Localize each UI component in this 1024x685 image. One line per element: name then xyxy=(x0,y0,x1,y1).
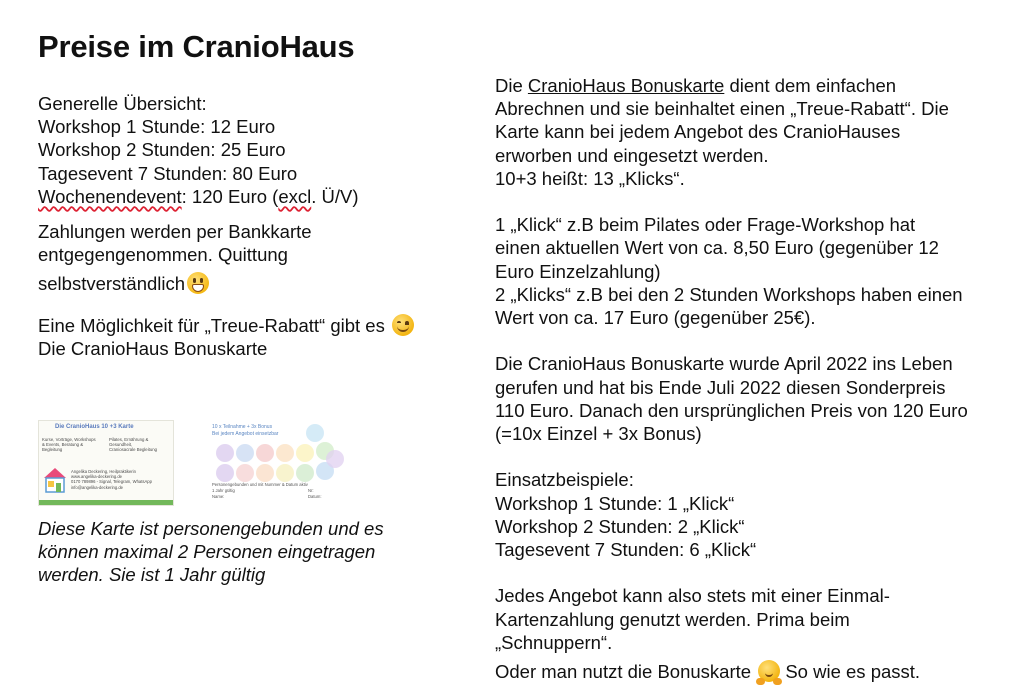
closing-text: So wie es passt. xyxy=(780,661,921,683)
examples-heading: Einsatzbeispiele: xyxy=(495,469,634,491)
example-3: Tagesevent 7 Stunden: 6 „Klick“ xyxy=(495,539,757,561)
spacer xyxy=(495,561,1023,584)
bonuskarte-front-image xyxy=(38,420,174,506)
spacer xyxy=(38,296,458,314)
card-back-footer-2: 1 Jahr gültig xyxy=(212,488,235,493)
rabatt-line-1 xyxy=(38,314,458,337)
closing-text: Oder man nutzt die Bonuskarte xyxy=(495,661,752,683)
stamp-dot xyxy=(236,444,254,462)
payment-line-1: Zahlungen werden per Bankkarte xyxy=(38,221,312,243)
spacer xyxy=(38,208,458,220)
stamp-dot xyxy=(306,424,324,442)
note-line-2: können maximal 2 Personen eingetragen xyxy=(38,541,376,563)
closing-line-2: Kartenzahlung genutzt werden. Prima beim xyxy=(495,608,850,630)
spacer xyxy=(495,445,1023,468)
stamp-dot xyxy=(276,464,294,482)
card-text: Begleitung xyxy=(42,447,63,453)
intro-text: Die xyxy=(495,75,528,96)
history-line-1: Die CranioHaus Bonuskarte wurde April 2022 ins Leben xyxy=(495,353,953,375)
card-services-1 xyxy=(42,437,96,453)
spacer xyxy=(495,190,1023,213)
card-text: www.angelika-deckering.de xyxy=(71,474,122,480)
stamp-dot xyxy=(296,444,314,462)
history-line-2: gerufen und hat bis Ende Juli 2022 diesen Sonderpreis xyxy=(495,376,946,398)
stamp-dot xyxy=(326,450,344,468)
stamp-dot xyxy=(216,444,234,462)
price-text: . Ü/V) xyxy=(311,185,359,207)
spellcheck-word: excl xyxy=(278,185,312,207)
card-text: Angelika Deckering, Heilpraktikerin xyxy=(71,469,136,474)
payment-text: selbstverständlich xyxy=(38,273,186,295)
intro-line-3: Karte kann bei jedem Angebot des CranioHauses xyxy=(495,121,901,143)
card-note xyxy=(38,517,458,587)
closing-line-1: Jedes Angebot kann also stets mit einer Einmal- xyxy=(495,585,890,607)
bonuskarte-link[interactable]: CranioHaus Bonuskarte xyxy=(527,75,725,96)
spellcheck-word: Wochenendevent xyxy=(38,185,182,207)
example-1: Workshop 1 Stunde: 1 „Klick“ xyxy=(495,492,735,514)
hugging-face-icon xyxy=(758,660,780,682)
card-text: Craniosacrale Begleitung xyxy=(109,447,158,453)
note-line-3: werden. Sie ist 1 Jahr gültig xyxy=(38,564,266,586)
klick-line-3: Euro Einzelzahlung) xyxy=(495,260,661,282)
stamp-dot xyxy=(256,444,274,462)
grinning-face-icon xyxy=(187,272,209,294)
example-2: Workshop 2 Stunden: 2 „Klick“ xyxy=(495,515,745,537)
card-text: info@angelika-deckering.de xyxy=(71,484,123,490)
card-back-footer-4: Nr: xyxy=(308,488,314,493)
price-wochenendevent xyxy=(38,185,458,208)
page-title: Preise im CranioHaus xyxy=(38,29,355,64)
price-tagesevent: Tagesevent 7 Stunden: 80 Euro xyxy=(38,162,298,184)
stamp-dot xyxy=(256,464,274,482)
card-text: 0170 789896 - Signal, Telegram, WhatsApp xyxy=(71,479,152,485)
intro-text: dient dem einfachen xyxy=(724,75,897,96)
card-title: Die CranioHaus 10 +3 Karte xyxy=(55,424,134,430)
intro-line-2: Abrechnen und sie beinhaltet einen „Treue-Rabatt“. Die xyxy=(495,98,949,120)
card-text: & Events, Beratung & xyxy=(42,442,84,448)
stamp-dot xyxy=(296,464,314,482)
rabatt-line-2: Die CranioHaus Bonuskarte xyxy=(38,337,268,359)
spacer xyxy=(495,329,1023,352)
bonuskarte-back-image xyxy=(208,420,346,504)
payment-line-2: entgegengenommen. Quittung xyxy=(38,244,288,266)
left-column xyxy=(38,92,458,360)
price-workshop-1h: Workshop 1 Stunde: 12 Euro xyxy=(38,116,276,138)
house-logo-icon xyxy=(43,467,67,493)
klick-line-2: einen aktuellen Wert von ca. 8,50 Euro (gegenüber 12 xyxy=(495,237,939,259)
klick-line-5: Wert von ca. 17 Euro (gegenüber 25€). xyxy=(495,307,816,329)
card-stripe xyxy=(39,500,173,505)
stamp-dot xyxy=(216,464,234,482)
note-line-1: Diese Karte ist personengebunden und es xyxy=(38,518,384,539)
price-text: : 120 Euro ( xyxy=(181,185,279,207)
right-column xyxy=(495,74,1023,683)
intro-line-5: 10+3 heißt: 13 „Klicks“. xyxy=(495,167,685,189)
card-contact xyxy=(71,469,152,490)
card-back-header-2: Bei jedem Angebot einsetzbar xyxy=(212,431,279,437)
klick-line-4: 2 „Klicks“ z.B bei den 2 Stunden Workshops haben einen xyxy=(495,283,963,305)
card-back-header-1: 10 x Teilnahme + 3x Bonus xyxy=(212,424,273,430)
rabatt-text: Eine Möglichkeit für „Treue-Rabatt“ gibt es xyxy=(38,314,385,336)
history-line-4: (=10x Einzel + 3x Bonus) xyxy=(495,423,702,445)
intro-line-4: erworben und eingesetzt werden. xyxy=(495,144,769,166)
overview-label: Generelle Übersicht: xyxy=(38,93,207,114)
card-text: Kurse, Vorträge, Workshops xyxy=(42,437,96,442)
klick-line-1: 1 „Klick“ z.B beim Pilates oder Frage-Workshop hat xyxy=(495,214,916,236)
stamp-dot xyxy=(236,464,254,482)
card-text: Gesundheit, xyxy=(109,442,133,448)
card-back-footer-5: Datum: xyxy=(308,494,322,499)
closing-line-4 xyxy=(495,660,1023,683)
intro-line-1 xyxy=(495,74,1023,97)
payment-line-3 xyxy=(38,272,458,295)
card-back-footer-3: Name: xyxy=(212,494,225,499)
price-workshop-2h: Workshop 2 Stunden: 25 Euro xyxy=(38,139,286,161)
card-back-footer-1: Personengebunden und mit Nummer & Datum aktiv xyxy=(212,482,308,487)
closing-line-3: „Schnuppern“. xyxy=(495,631,613,653)
smiling-face-icon xyxy=(392,314,414,336)
card-text: Pilates, Ernährung & xyxy=(109,437,149,442)
stamp-dot xyxy=(276,444,294,462)
history-line-3: 110 Euro. Danach den ursprünglichen Preis von 120 Euro xyxy=(495,399,968,421)
card-services-2 xyxy=(109,437,157,453)
